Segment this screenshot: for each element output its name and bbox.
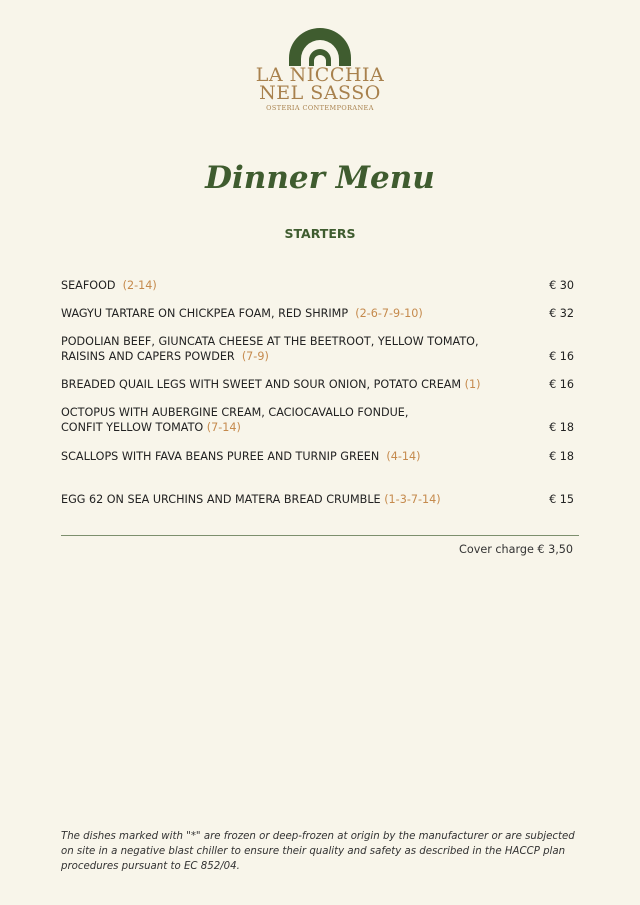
menu-item	[61, 306, 574, 321]
item-allergens: (7-9)	[241, 350, 269, 363]
item-allergens: (2-6-7-9-10)	[355, 307, 423, 320]
logo-line-1: LA NICCHIA	[255, 64, 385, 86]
haccp-footnote: The dishes marked with "*" are frozen or deep-frozen at origin by the manufacturer or are subjected on site in a negative blast chiller to ensure their quality and safety as described in the HACCP plan procedures pursuant to EC 852/04.	[61, 831, 575, 872]
item-price: € 16	[549, 350, 574, 363]
logo-subtitle: OSTERIA CONTEMPORANEA	[266, 104, 374, 112]
item-price: € 18	[549, 450, 574, 463]
item-name: WAGYU TARTARE ON CHICKPEA FOAM, RED SHRIMP (2-6-7-9-10)	[61, 307, 423, 320]
item-price: € 18	[549, 421, 574, 434]
item-name: OCTOPUS WITH AUBERGINE CREAM, CACIOCAVALLO FONDUE, CONFIT YELLOW TOMATO (7-14)	[61, 406, 409, 434]
section-heading: STARTERS	[284, 226, 356, 241]
item-allergens: (1)	[464, 378, 481, 391]
menu-title: Dinner Menu	[205, 160, 435, 196]
item-name: SEAFOOD (2-14)	[61, 279, 157, 292]
item-allergens: (1-3-7-14)	[384, 493, 441, 506]
menu-item	[61, 449, 574, 464]
item-price: € 16	[549, 378, 574, 391]
item-allergens: (4-14)	[386, 450, 421, 463]
menu-item	[61, 334, 574, 364]
item-name: PODOLIAN BEEF, GIUNCATA CHEESE AT THE BEETROOT, YELLOW TOMATO, RAISINS AND CAPERS POWDER (7-9)	[61, 335, 479, 363]
menu-item	[61, 492, 574, 507]
cover-charge: Cover charge € 3,50	[459, 543, 573, 556]
item-name: BREADED QUAIL LEGS WITH SWEET AND SOUR ONION, POTATO CREAM (1)	[61, 378, 481, 391]
item-price: € 30	[549, 279, 574, 292]
item-name: EGG 62 ON SEA URCHINS AND MATERA BREAD CRUMBLE (1-3-7-14)	[61, 493, 441, 506]
divider	[61, 535, 579, 536]
item-allergens: (2-14)	[122, 279, 157, 292]
restaurant-logo	[0, 28, 640, 112]
menu-item	[61, 405, 574, 435]
item-price: € 32	[549, 307, 574, 320]
item-price: € 15	[549, 493, 574, 506]
menu-item	[61, 278, 574, 293]
menu-item	[61, 377, 574, 392]
logo-line-2: NEL SASSO	[259, 82, 381, 104]
item-allergens: (7-14)	[206, 421, 241, 434]
arch-logo-icon	[288, 28, 352, 66]
item-name: SCALLOPS WITH FAVA BEANS PUREE AND TURNIP GREEN (4-14)	[61, 450, 421, 463]
